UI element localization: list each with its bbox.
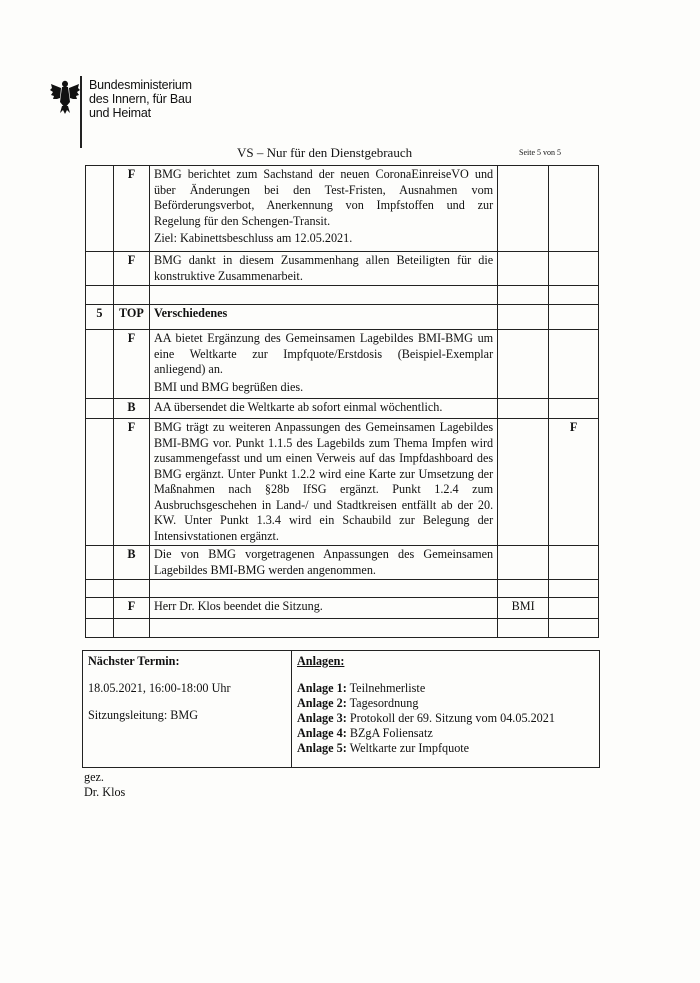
row-code: TOP: [113, 305, 149, 330]
attachment-text: Teilnehmerliste: [349, 681, 426, 695]
row-responsible: [498, 305, 549, 330]
row-paragraph: Herr Dr. Klos beendet die Sitzung.: [153, 599, 323, 613]
table-row: [86, 330, 599, 399]
row-paragraph: AA übersendet die Weltkarte ab sofort einmal wöchentlich.: [153, 400, 443, 414]
row-status: [549, 598, 599, 619]
row-responsible: [498, 166, 549, 252]
row-status: [549, 166, 599, 252]
row-number: [86, 330, 114, 399]
ministry-line-1: Bundesministerium: [89, 78, 192, 92]
table-row: [86, 619, 599, 638]
table-row: [86, 305, 599, 330]
row-responsible: [498, 419, 549, 546]
table-row: [86, 598, 599, 619]
attachment-label: Anlage 5:: [297, 741, 347, 755]
attachment-item: [297, 726, 594, 741]
attachment-text: Weltkarte zur Impfquote: [349, 741, 470, 755]
row-status: [549, 399, 599, 419]
row-paragraph: BMI und BMG begrüßen dies.: [153, 379, 304, 394]
ministry-line-2: des Innern, für Bau: [89, 92, 192, 106]
row-number: [86, 166, 114, 252]
row-paragraph: Die von BMG vorgetragenen Anpassungen des Gemeinsamen Lagebildes BMI-BMG werden angenommen.: [153, 547, 494, 577]
header-divider: [80, 76, 82, 148]
attachment-label: Anlage 3:: [297, 711, 347, 725]
row-paragraph: BMG dankt in diesem Zusammenhang allen Beteiligten für die konstruktive Zusammenarbeit.: [153, 253, 494, 283]
row-code: B: [113, 399, 149, 419]
attachment-label: Anlage 4:: [297, 726, 347, 740]
attachment-item: [297, 681, 594, 696]
attachment-text: BZgA Foliensatz: [349, 726, 433, 740]
table-row: [86, 166, 599, 252]
row-responsible: [498, 399, 549, 419]
row-text: [149, 252, 497, 286]
table-row: [86, 546, 599, 580]
row-code: B: [113, 546, 149, 580]
next-meeting-title: Nächster Termin:: [88, 654, 180, 668]
row-responsible: [498, 252, 549, 286]
attachment-item: [297, 711, 594, 726]
row-status: [549, 252, 599, 286]
signature-gez: gez.: [84, 770, 104, 784]
row-status: F: [549, 419, 599, 546]
next-meeting-cell: [83, 651, 292, 768]
row-number: [86, 252, 114, 286]
attachment-item: [297, 741, 594, 756]
row-number: [86, 598, 114, 619]
section-heading: Verschiedenes: [149, 305, 497, 330]
row-number: [86, 419, 114, 546]
classification-label: VS – Nur für den Dienstgebrauch: [237, 145, 413, 160]
row-responsible: BMI: [498, 598, 549, 619]
attachment-text: Tagesordnung: [349, 696, 419, 710]
row-code: F: [113, 252, 149, 286]
table-row: [86, 252, 599, 286]
table-row: [86, 399, 599, 419]
row-code: F: [113, 598, 149, 619]
next-meeting-lead: Sitzungsleitung: BMG: [88, 708, 199, 722]
row-text: [149, 419, 497, 546]
row-responsible: [498, 330, 549, 399]
row-text: [149, 166, 497, 252]
table-row: [86, 419, 599, 546]
row-responsible: [498, 546, 549, 580]
row-number: [86, 546, 114, 580]
table-row: [86, 286, 599, 305]
row-code: F: [113, 419, 149, 546]
federal-eagle-icon: [50, 78, 80, 114]
row-paragraph: AA bietet Ergänzung des Gemeinsamen Lagebildes BMI-BMG um eine Weltkarte zur Impfquote/Erstdosis (Beispiel-Exemplar anliegend) an.: [153, 331, 494, 376]
signature-name: Dr. Klos: [84, 785, 126, 799]
footer-table: [82, 650, 600, 768]
ministry-line-3: und Heimat: [89, 106, 151, 120]
next-meeting-datetime: 18.05.2021, 16:00-18:00 Uhr: [88, 681, 231, 695]
attachment-label: Anlage 1:: [297, 681, 347, 695]
row-number: 5: [86, 305, 114, 330]
row-text: [149, 546, 497, 580]
minutes-table: [85, 165, 599, 638]
row-code: F: [113, 166, 149, 252]
row-text: [149, 399, 497, 419]
ministry-name: [89, 78, 192, 120]
row-status: [549, 330, 599, 399]
page-number: Seite 5 von 5: [519, 148, 561, 157]
attachment-text: Protokoll der 69. Sitzung vom 04.05.2021: [349, 711, 555, 725]
row-status: [549, 305, 599, 330]
row-paragraph: BMG berichtet zum Sachstand der neuen CoronaEinreiseVO und über Änderungen bei den Test-Fristen, Ausnahmen vom Beförderungsverbot, Anerkennung von Impfstoffen und zur Regelung für den Schengen-Transit.: [153, 167, 494, 228]
signature-block: [84, 770, 125, 800]
row-text: [149, 330, 497, 399]
row-text: [149, 598, 497, 619]
row-number: [86, 399, 114, 419]
row-code: F: [113, 330, 149, 399]
table-row: [86, 580, 599, 598]
row-status: [549, 546, 599, 580]
attachment-label: Anlage 2:: [297, 696, 347, 710]
attachment-item: [297, 696, 594, 711]
attachments-cell: [292, 651, 600, 768]
row-paragraph: BMG trägt zu weiteren Anpassungen des Gemeinsamen Lagebildes BMI-BMG vor. Punkt 1.1.5 des Lagebilds zum Thema Impfen wird zusammengefasst und um einen Verweis auf das Impfdashboard des BMG ergänzt. Unter Punkt 1.2.2 wird eine Karte zur Umsetzung der Maßnahmen nach §28b IfSG ergänzt. Punkt 1.2.4 zum Ausbruchsgeschehen in Land-/ und Stadtkreisen entfällt ab der 20. KW. Unter Punkt 1.3.4 wird ein Schaubild zur Belegung der Intensivstationen ergänzt.: [153, 420, 494, 543]
row-paragraph: Ziel: Kabinettsbeschluss am 12.05.2021.: [153, 231, 353, 245]
attachments-title: Anlagen:: [297, 654, 345, 668]
